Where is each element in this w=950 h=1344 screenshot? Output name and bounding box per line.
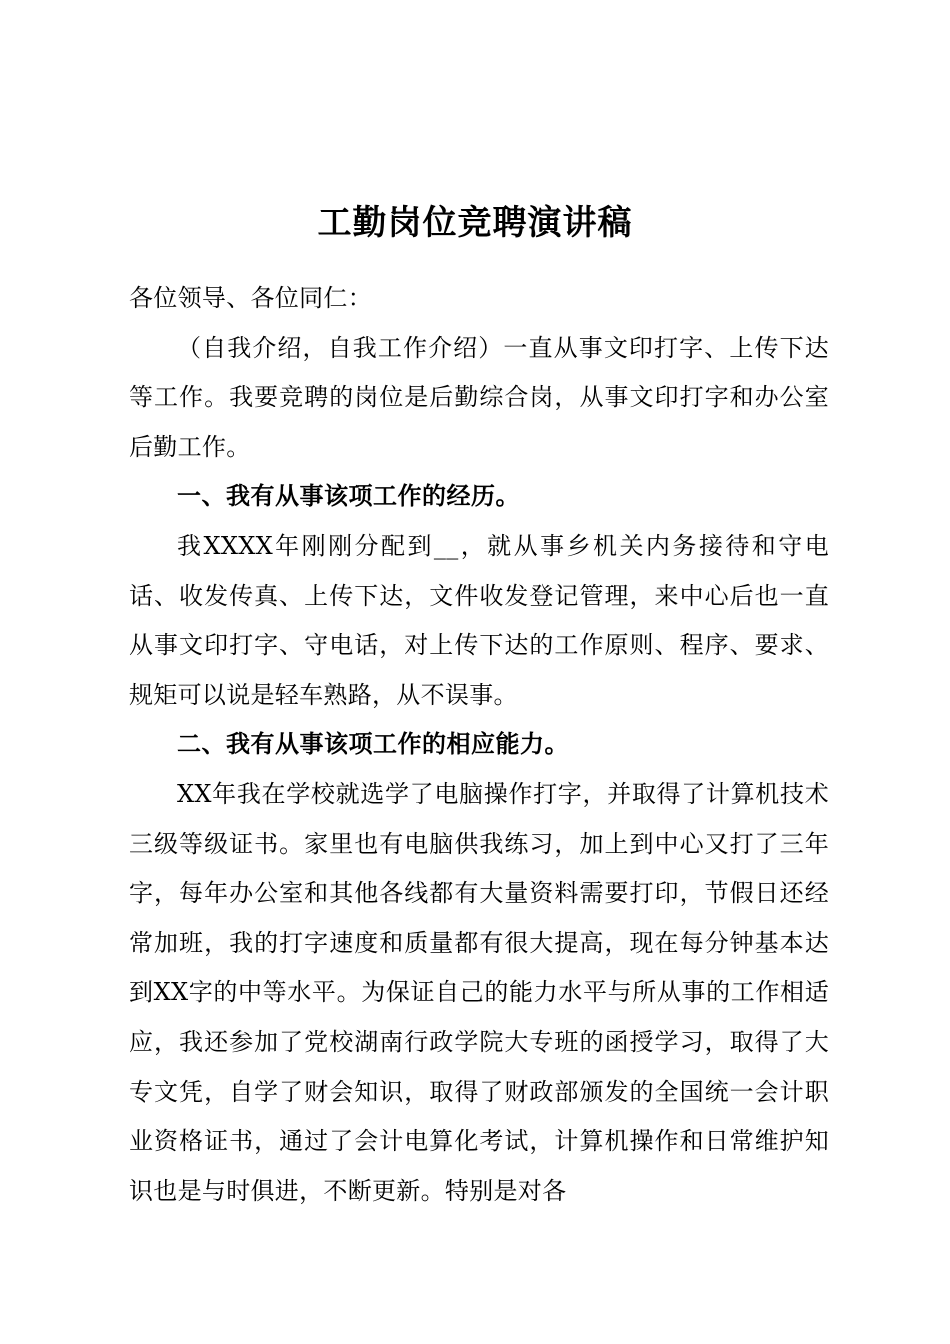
document-title: 工勤岗位竞聘演讲稿: [317, 203, 633, 243]
intro-paragraph: （自我介绍，自我工作介绍）一直从事文印打字、上传下达等工作。我要竞聘的岗位是后勤综合岗，从事文印打字和办公室后勤工作。: [129, 333, 829, 461]
document-body: [129, 274, 829, 1216]
section-paragraph-1: 我XXXX年刚刚分配到__，就从事乡机关内务接待和守电话、收发传真、上传下达，文件收发登记管理，来中心后也一直从事文印打字、守电话，对上传下达的工作原则、程序、要求、规矩可以说是轻车熟路，从不误事。: [129, 531, 829, 709]
section-paragraph-2: XX年我在学校就选学了电脑操作打字，并取得了计算机技术三级等级证书。家里也有电脑供我练习，加上到中心又打了三年字，每年办公室和其他各线都有大量资料需要打印，节假日还经常加班，我的打字速度和质量都有很大提高，现在每分钟基本达到XX字的中等水平。为保证自己的能力水平与所从事的工作相适应，我还参加了党校湖南行政学院大专班的函授学习，取得了大专文凭，自学了财会知识，取得了财政部颁发的全国统一会计职业资格证书，通过了会计电算化考试，计算机操作和日常维护知识也是与时俱进，不断更新。特别是对各: [129, 779, 829, 1205]
section-heading-2: 二、我有从事该项工作的相应能力。: [177, 730, 569, 759]
section-heading-1: 一、我有从事该项工作的经历。: [177, 482, 520, 511]
salutation: 各位领导、各位同仁：: [129, 284, 372, 312]
